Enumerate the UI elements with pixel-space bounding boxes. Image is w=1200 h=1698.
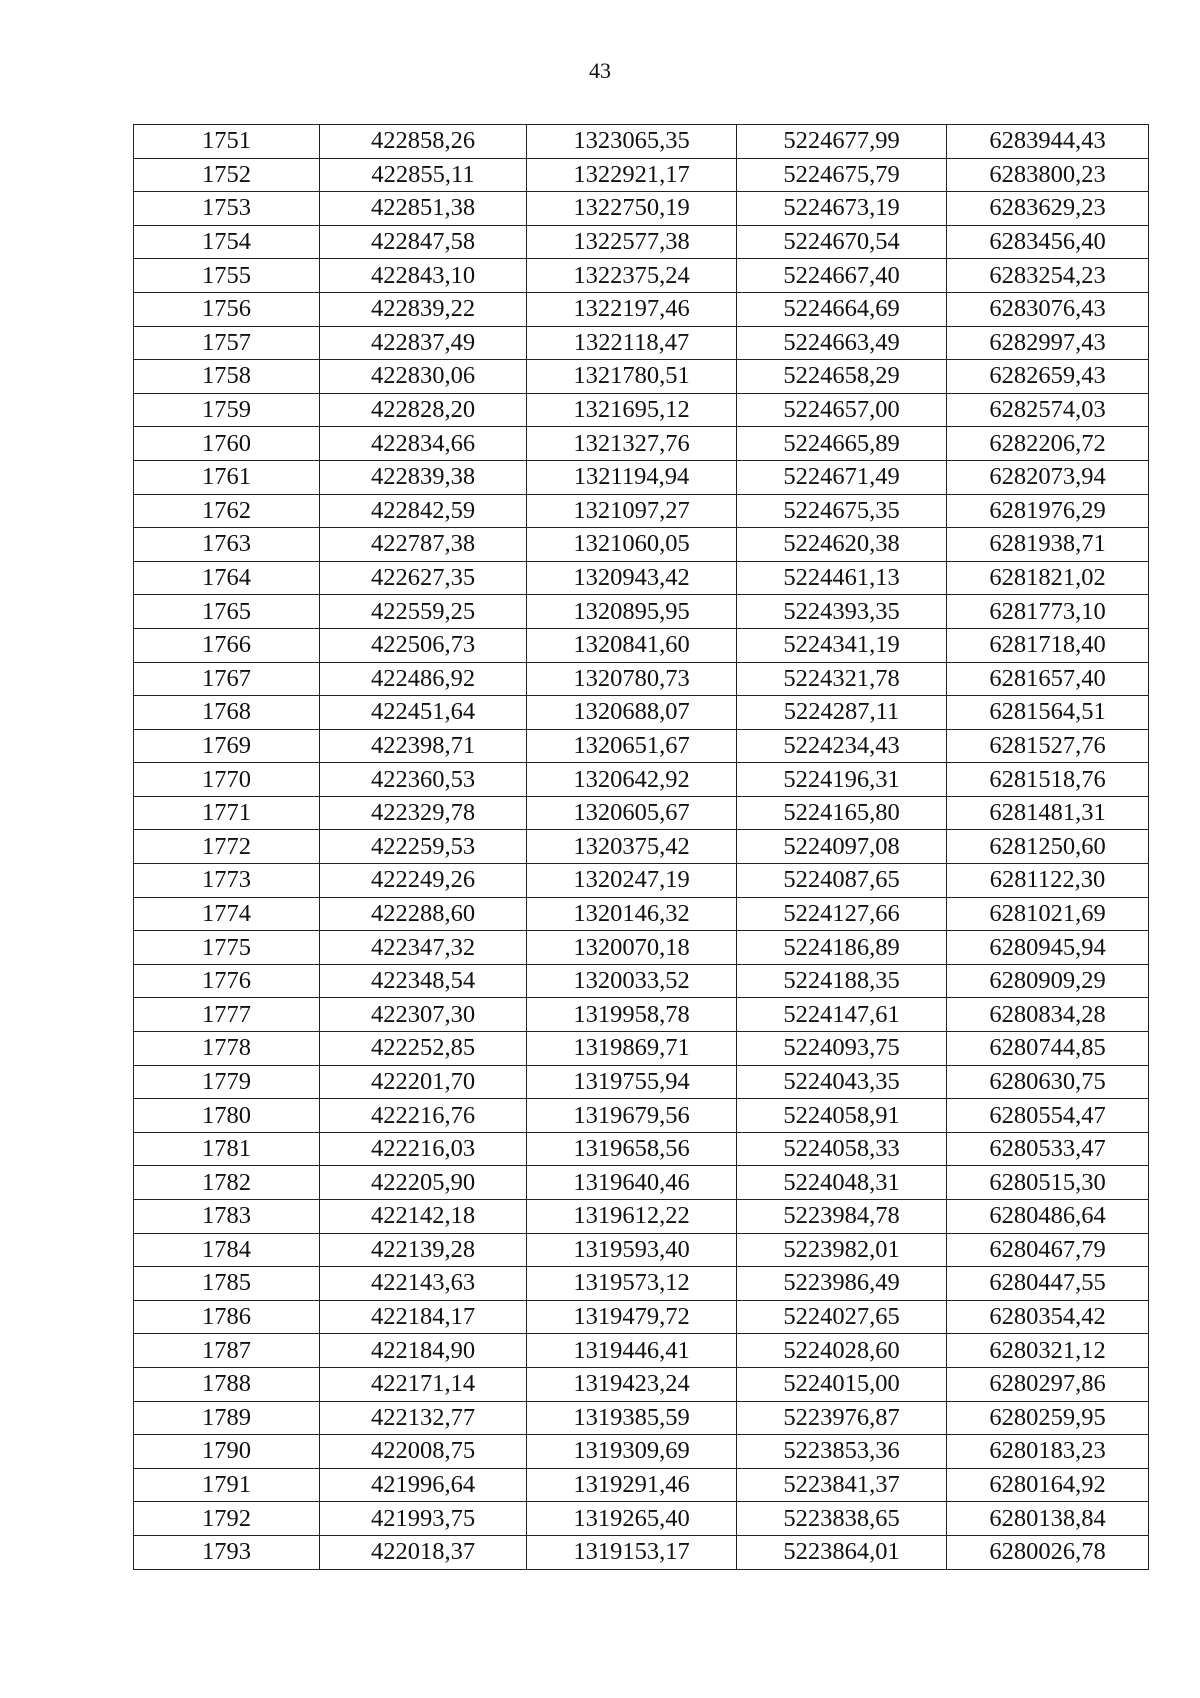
table-row <box>134 897 1149 931</box>
point-number-cell: 1768 <box>134 696 320 730</box>
table-row <box>134 964 1149 998</box>
coordinate-cell: 1322375,24 <box>527 259 737 293</box>
coordinate-cell: 422142,18 <box>320 1200 527 1234</box>
coordinate-cell: 1319265,40 <box>527 1502 737 1536</box>
coordinate-cell: 422855,11 <box>320 158 527 192</box>
coordinate-cell: 5224027,65 <box>737 1300 947 1334</box>
coordinate-cell: 422506,73 <box>320 628 527 662</box>
coordinate-cell: 1320247,19 <box>527 864 737 898</box>
point-number-cell: 1753 <box>134 192 320 226</box>
point-number-cell: 1767 <box>134 662 320 696</box>
table-row <box>134 1367 1149 1401</box>
coordinate-cell: 1321327,76 <box>527 427 737 461</box>
coordinate-cell: 5223986,49 <box>737 1267 947 1301</box>
coordinate-cell: 422842,59 <box>320 494 527 528</box>
coordinate-cell: 5223864,01 <box>737 1535 947 1569</box>
coordinate-cell: 6280554,47 <box>947 1099 1149 1133</box>
point-number-cell: 1774 <box>134 897 320 931</box>
point-number-cell: 1781 <box>134 1132 320 1166</box>
point-number-cell: 1772 <box>134 830 320 864</box>
coordinate-cell: 5223853,36 <box>737 1435 947 1469</box>
table-row <box>134 1032 1149 1066</box>
point-number-cell: 1791 <box>134 1468 320 1502</box>
coordinate-cell: 6280945,94 <box>947 931 1149 965</box>
coordinate-cell: 5224127,66 <box>737 897 947 931</box>
coordinate-cell: 5224196,31 <box>737 763 947 797</box>
table-row <box>134 595 1149 629</box>
coordinate-cell: 6280138,84 <box>947 1502 1149 1536</box>
coordinate-cell: 1320651,67 <box>527 729 737 763</box>
coordinate-cell: 5224673,19 <box>737 192 947 226</box>
coordinate-cell: 1322577,38 <box>527 225 737 259</box>
table-row <box>134 1065 1149 1099</box>
coordinate-cell: 6281518,76 <box>947 763 1149 797</box>
coordinate-cell: 422851,38 <box>320 192 527 226</box>
coordinate-cell: 1323065,35 <box>527 125 737 159</box>
table-row <box>134 1502 1149 1536</box>
coordinate-cell: 422348,54 <box>320 964 527 998</box>
coordinate-cell: 6281250,60 <box>947 830 1149 864</box>
coordinate-cell: 422837,49 <box>320 326 527 360</box>
coordinate-cell: 1319309,69 <box>527 1435 737 1469</box>
coordinate-cell: 5223841,37 <box>737 1468 947 1502</box>
table-row <box>134 1334 1149 1368</box>
point-number-cell: 1782 <box>134 1166 320 1200</box>
point-number-cell: 1766 <box>134 628 320 662</box>
coordinate-cell: 422201,70 <box>320 1065 527 1099</box>
coordinate-cell: 1319153,17 <box>527 1535 737 1569</box>
coordinate-cell: 6281564,51 <box>947 696 1149 730</box>
coordinate-cell: 422216,03 <box>320 1132 527 1166</box>
coordinate-cell: 1321097,27 <box>527 494 737 528</box>
coordinate-cell: 5224165,80 <box>737 796 947 830</box>
coordinate-cell: 422139,28 <box>320 1233 527 1267</box>
coordinate-cell: 1319291,46 <box>527 1468 737 1502</box>
coordinate-cell: 6280297,86 <box>947 1367 1149 1401</box>
coordinate-cell: 5223838,65 <box>737 1502 947 1536</box>
table-row <box>134 125 1149 159</box>
coordinate-cell: 5224658,29 <box>737 360 947 394</box>
coordinate-cell: 1322750,19 <box>527 192 737 226</box>
coordinate-cell: 422184,17 <box>320 1300 527 1334</box>
coordinate-cell: 5224657,00 <box>737 393 947 427</box>
coordinate-cell: 5224188,35 <box>737 964 947 998</box>
point-number-cell: 1783 <box>134 1200 320 1234</box>
coordinate-cell: 1321060,05 <box>527 528 737 562</box>
coordinate-cell: 422288,60 <box>320 897 527 931</box>
coordinate-cell: 422486,92 <box>320 662 527 696</box>
coordinate-cell: 422252,85 <box>320 1032 527 1066</box>
coordinate-cell: 6280164,92 <box>947 1468 1149 1502</box>
table-row <box>134 1166 1149 1200</box>
table-row <box>134 393 1149 427</box>
point-number-cell: 1788 <box>134 1367 320 1401</box>
table-row <box>134 1300 1149 1334</box>
coordinate-cell: 6283800,23 <box>947 158 1149 192</box>
table-row <box>134 1233 1149 1267</box>
table-row <box>134 292 1149 326</box>
coordinates-table-container <box>133 124 1148 1570</box>
coordinate-cell: 6282659,43 <box>947 360 1149 394</box>
coordinate-cell: 1320146,32 <box>527 897 737 931</box>
coordinate-cell: 5224028,60 <box>737 1334 947 1368</box>
point-number-cell: 1789 <box>134 1401 320 1435</box>
coordinate-cell: 6280533,47 <box>947 1132 1149 1166</box>
page-number: 43 <box>589 58 611 83</box>
point-number-cell: 1763 <box>134 528 320 562</box>
coordinate-cell: 422834,66 <box>320 427 527 461</box>
point-number-cell: 1793 <box>134 1535 320 1569</box>
point-number-cell: 1752 <box>134 158 320 192</box>
point-number-cell: 1779 <box>134 1065 320 1099</box>
coordinate-cell: 6282574,03 <box>947 393 1149 427</box>
coordinate-cell: 1319423,24 <box>527 1367 737 1401</box>
coordinate-cell: 422787,38 <box>320 528 527 562</box>
coordinate-cell: 6280026,78 <box>947 1535 1149 1569</box>
coordinate-cell: 1321695,12 <box>527 393 737 427</box>
coordinate-cell: 6280630,75 <box>947 1065 1149 1099</box>
coordinate-cell: 1319385,59 <box>527 1401 737 1435</box>
point-number-cell: 1756 <box>134 292 320 326</box>
coordinate-cell: 6283254,23 <box>947 259 1149 293</box>
point-number-cell: 1754 <box>134 225 320 259</box>
coordinate-cell: 5224665,89 <box>737 427 947 461</box>
coordinate-cell: 422329,78 <box>320 796 527 830</box>
point-number-cell: 1780 <box>134 1099 320 1133</box>
coordinate-cell: 1321194,94 <box>527 460 737 494</box>
coordinate-cell: 6280447,55 <box>947 1267 1149 1301</box>
coordinate-cell: 6283944,43 <box>947 125 1149 159</box>
coordinate-cell: 1319573,12 <box>527 1267 737 1301</box>
coordinate-cell: 1319755,94 <box>527 1065 737 1099</box>
table-row <box>134 360 1149 394</box>
coordinate-cell: 5224620,38 <box>737 528 947 562</box>
table-row <box>134 528 1149 562</box>
coordinate-cell: 6281021,69 <box>947 897 1149 931</box>
coordinate-cell: 1320780,73 <box>527 662 737 696</box>
coordinate-cell: 422205,90 <box>320 1166 527 1200</box>
coordinate-cell: 6281938,71 <box>947 528 1149 562</box>
coordinate-cell: 5224087,65 <box>737 864 947 898</box>
point-number-cell: 1790 <box>134 1435 320 1469</box>
table-row <box>134 1468 1149 1502</box>
table-row <box>134 1435 1149 1469</box>
coordinate-cell: 422259,53 <box>320 830 527 864</box>
table-row <box>134 931 1149 965</box>
coordinate-cell: 422839,22 <box>320 292 527 326</box>
table-row <box>134 494 1149 528</box>
coordinate-cell: 5224670,54 <box>737 225 947 259</box>
table-row <box>134 326 1149 360</box>
table-row <box>134 1200 1149 1234</box>
coordinate-cell: 5224393,35 <box>737 595 947 629</box>
point-number-cell: 1755 <box>134 259 320 293</box>
point-number-cell: 1775 <box>134 931 320 965</box>
table-row <box>134 460 1149 494</box>
table-row <box>134 158 1149 192</box>
table-row <box>134 763 1149 797</box>
point-number-cell: 1771 <box>134 796 320 830</box>
coordinate-cell: 5224321,78 <box>737 662 947 696</box>
coordinate-cell: 1319479,72 <box>527 1300 737 1334</box>
coordinate-cell: 1320688,07 <box>527 696 737 730</box>
coordinate-cell: 1320033,52 <box>527 964 737 998</box>
table-row <box>134 1401 1149 1435</box>
point-number-cell: 1785 <box>134 1267 320 1301</box>
coordinate-cell: 6280321,12 <box>947 1334 1149 1368</box>
coordinate-cell: 5224058,33 <box>737 1132 947 1166</box>
table-row <box>134 628 1149 662</box>
coordinate-cell: 1319593,40 <box>527 1233 737 1267</box>
coordinate-cell: 5224186,89 <box>737 931 947 965</box>
coordinate-cell: 6281657,40 <box>947 662 1149 696</box>
coordinate-cell: 1319640,46 <box>527 1166 737 1200</box>
coordinate-cell: 5224663,49 <box>737 326 947 360</box>
table-row <box>134 192 1149 226</box>
coordinate-cell: 5223976,87 <box>737 1401 947 1435</box>
coordinate-cell: 421996,64 <box>320 1468 527 1502</box>
table-row <box>134 830 1149 864</box>
table-row <box>134 998 1149 1032</box>
coordinate-cell: 6280834,28 <box>947 998 1149 1032</box>
coordinate-cell: 6280354,42 <box>947 1300 1149 1334</box>
coordinate-cell: 422839,38 <box>320 460 527 494</box>
coordinate-cell: 1321780,51 <box>527 360 737 394</box>
coordinate-cell: 1319612,22 <box>527 1200 737 1234</box>
coordinate-cell: 422249,26 <box>320 864 527 898</box>
coordinate-cell: 5224671,49 <box>737 460 947 494</box>
coordinate-cell: 6280467,79 <box>947 1233 1149 1267</box>
coordinate-cell: 5224664,69 <box>737 292 947 326</box>
coordinate-cell: 422307,30 <box>320 998 527 1032</box>
coordinate-cell: 422347,32 <box>320 931 527 965</box>
coordinate-cell: 422843,10 <box>320 259 527 293</box>
coordinate-cell: 1319658,56 <box>527 1132 737 1166</box>
coordinate-cell: 1322118,47 <box>527 326 737 360</box>
coordinate-cell: 422451,64 <box>320 696 527 730</box>
coordinate-cell: 1320070,18 <box>527 931 737 965</box>
coordinate-cell: 6282997,43 <box>947 326 1149 360</box>
coordinate-cell: 5224015,00 <box>737 1367 947 1401</box>
coordinate-cell: 6281481,31 <box>947 796 1149 830</box>
coordinate-cell: 1319446,41 <box>527 1334 737 1368</box>
coordinate-cell: 422216,76 <box>320 1099 527 1133</box>
coordinate-cell: 1322921,17 <box>527 158 737 192</box>
coordinate-cell: 5223982,01 <box>737 1233 947 1267</box>
coordinate-cell: 1320841,60 <box>527 628 737 662</box>
table-row <box>134 561 1149 595</box>
coordinate-cell: 422008,75 <box>320 1435 527 1469</box>
table-row <box>134 1099 1149 1133</box>
table-row <box>134 729 1149 763</box>
coordinate-cell: 1322197,46 <box>527 292 737 326</box>
table-body <box>134 125 1149 1570</box>
coordinate-cell: 6282073,94 <box>947 460 1149 494</box>
coordinate-cell: 6282206,72 <box>947 427 1149 461</box>
table-row <box>134 427 1149 461</box>
point-number-cell: 1778 <box>134 1032 320 1066</box>
coordinate-cell: 6280259,95 <box>947 1401 1149 1435</box>
coordinate-cell: 6281718,40 <box>947 628 1149 662</box>
coordinate-cell: 1320605,67 <box>527 796 737 830</box>
table-row <box>134 662 1149 696</box>
coordinate-cell: 1320375,42 <box>527 830 737 864</box>
table-row <box>134 259 1149 293</box>
point-number-cell: 1757 <box>134 326 320 360</box>
coordinate-cell: 422132,77 <box>320 1401 527 1435</box>
coordinate-cell: 5224043,35 <box>737 1065 947 1099</box>
coordinate-cell: 422184,90 <box>320 1334 527 1368</box>
coordinate-cell: 5224341,19 <box>737 628 947 662</box>
coordinate-cell: 422360,53 <box>320 763 527 797</box>
coordinate-cell: 6283456,40 <box>947 225 1149 259</box>
coordinate-cell: 5224667,40 <box>737 259 947 293</box>
coordinate-cell: 6281976,29 <box>947 494 1149 528</box>
table-row <box>134 864 1149 898</box>
coordinate-cell: 6280486,64 <box>947 1200 1149 1234</box>
coordinate-cell: 5224677,99 <box>737 125 947 159</box>
point-number-cell: 1776 <box>134 964 320 998</box>
point-number-cell: 1762 <box>134 494 320 528</box>
coordinate-cell: 1319869,71 <box>527 1032 737 1066</box>
coordinate-cell: 5224048,31 <box>737 1166 947 1200</box>
coordinate-cell: 5224675,79 <box>737 158 947 192</box>
coordinate-cell: 1320642,92 <box>527 763 737 797</box>
coordinate-cell: 5224287,11 <box>737 696 947 730</box>
point-number-cell: 1786 <box>134 1300 320 1334</box>
point-number-cell: 1787 <box>134 1334 320 1368</box>
coordinate-cell: 422858,26 <box>320 125 527 159</box>
coordinate-cell: 5224147,61 <box>737 998 947 1032</box>
coordinate-cell: 1320895,95 <box>527 595 737 629</box>
coordinate-cell: 5224234,43 <box>737 729 947 763</box>
coordinate-cell: 6281122,30 <box>947 864 1149 898</box>
coordinate-cell: 5224097,08 <box>737 830 947 864</box>
point-number-cell: 1764 <box>134 561 320 595</box>
coordinate-cell: 6281821,02 <box>947 561 1149 595</box>
coordinate-cell: 6283076,43 <box>947 292 1149 326</box>
coordinate-cell: 5223984,78 <box>737 1200 947 1234</box>
point-number-cell: 1751 <box>134 125 320 159</box>
table-row <box>134 1535 1149 1569</box>
coordinate-cell: 6280744,85 <box>947 1032 1149 1066</box>
coordinate-cell: 5224058,91 <box>737 1099 947 1133</box>
coordinate-cell: 1319679,56 <box>527 1099 737 1133</box>
table-row <box>134 225 1149 259</box>
coordinate-cell: 5224093,75 <box>737 1032 947 1066</box>
coordinate-cell: 422398,71 <box>320 729 527 763</box>
coordinate-cell: 6280183,23 <box>947 1435 1149 1469</box>
point-number-cell: 1784 <box>134 1233 320 1267</box>
coordinate-cell: 422627,35 <box>320 561 527 595</box>
coordinate-cell: 422171,14 <box>320 1367 527 1401</box>
coordinate-cell: 6281773,10 <box>947 595 1149 629</box>
coordinate-cell: 5224461,13 <box>737 561 947 595</box>
point-number-cell: 1759 <box>134 393 320 427</box>
point-number-cell: 1769 <box>134 729 320 763</box>
coordinate-cell: 6280909,29 <box>947 964 1149 998</box>
point-number-cell: 1765 <box>134 595 320 629</box>
point-number-cell: 1761 <box>134 460 320 494</box>
point-number-cell: 1770 <box>134 763 320 797</box>
point-number-cell: 1792 <box>134 1502 320 1536</box>
coordinate-cell: 6280515,30 <box>947 1166 1149 1200</box>
coordinate-cell: 1319958,78 <box>527 998 737 1032</box>
coordinate-cell: 1320943,42 <box>527 561 737 595</box>
point-number-cell: 1758 <box>134 360 320 394</box>
table-row <box>134 1267 1149 1301</box>
point-number-cell: 1773 <box>134 864 320 898</box>
point-number-cell: 1777 <box>134 998 320 1032</box>
coordinate-cell: 422830,06 <box>320 360 527 394</box>
point-number-cell: 1760 <box>134 427 320 461</box>
coordinate-cell: 422828,20 <box>320 393 527 427</box>
coordinate-cell: 422018,37 <box>320 1535 527 1569</box>
coordinate-cell: 6283629,23 <box>947 192 1149 226</box>
table-row <box>134 696 1149 730</box>
coordinate-cell: 6281527,76 <box>947 729 1149 763</box>
coordinate-cell: 422559,25 <box>320 595 527 629</box>
table-row <box>134 796 1149 830</box>
table-row <box>134 1132 1149 1166</box>
coordinate-cell: 421993,75 <box>320 1502 527 1536</box>
coordinate-cell: 422847,58 <box>320 225 527 259</box>
coordinate-cell: 5224675,35 <box>737 494 947 528</box>
coordinates-table <box>133 124 1149 1570</box>
coordinate-cell: 422143,63 <box>320 1267 527 1301</box>
